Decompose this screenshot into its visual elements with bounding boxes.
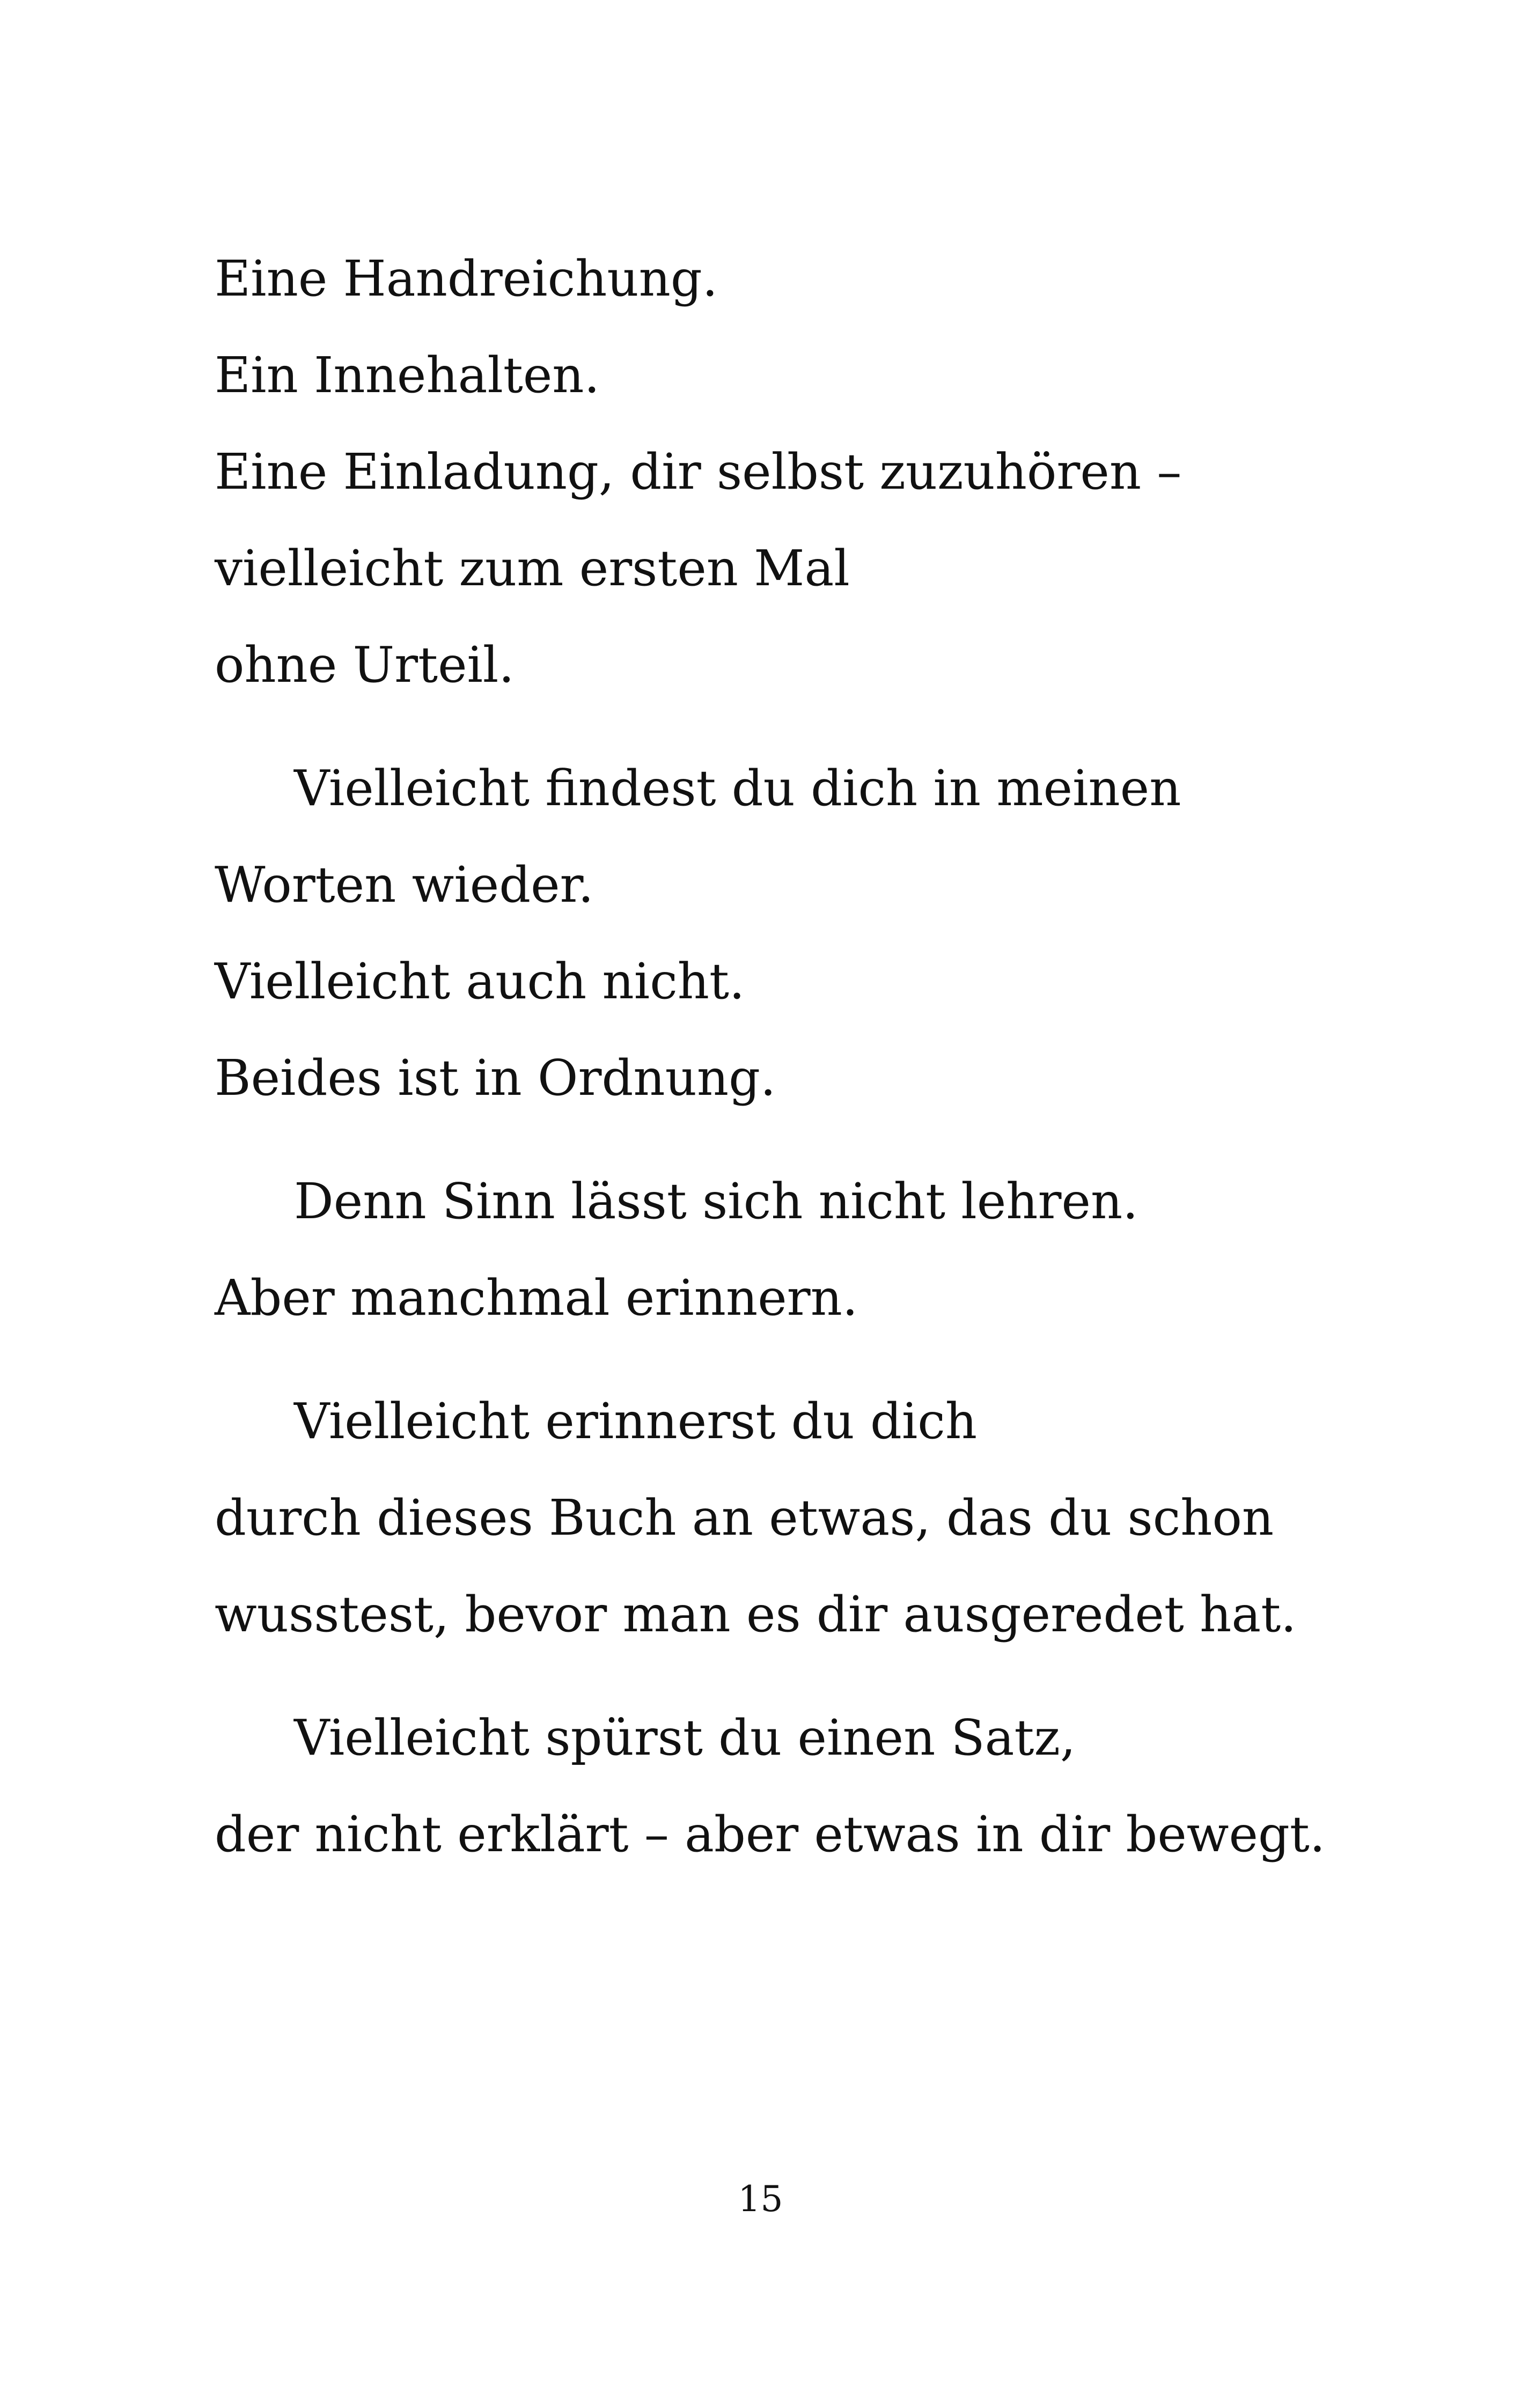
text-line: wusstest, bevor man es dir ausgeredet hat. [215,1586,1297,1643]
text-line: durch dieses Buch an etwas, das du schon [215,1489,1274,1547]
paragraph-4 [215,1373,1341,1663]
text-line: ohne Urteil. [215,636,515,694]
text-line: Vielleicht spürst du einen Satz, [294,1709,1076,1766]
text-line: Worten wieder. [215,856,594,914]
text-line: Ein Innehalten. [215,347,600,404]
text-line: Vielleicht findest du dich in meinen [294,760,1181,817]
page-number: 15 [738,2178,783,2220]
body-text [215,231,1341,1883]
text-line: Eine Einladung, dir selbst zuzuhören – [215,443,1182,500]
text-line: Aber manchmal erinnern. [215,1269,858,1327]
text-line: Vielleicht auch nicht. [215,953,745,1010]
text-line: Vielleicht erinnerst du dich [294,1393,978,1450]
text-line: Eine Handreichung. [215,250,718,307]
paragraph-5 [215,1690,1341,1883]
text-line: Denn Sinn lässt sich nicht lehren. [294,1173,1138,1230]
paragraph-1 [215,231,1341,713]
text-line: Beides ist in Ordnung. [215,1049,776,1107]
paragraph-2 [215,740,1341,1126]
text-line: der nicht erklärt – aber etwas in dir bewegt. [215,1806,1326,1863]
text-line: vielleicht zum ersten Mal [215,540,850,597]
paragraph-3 [215,1153,1341,1346]
